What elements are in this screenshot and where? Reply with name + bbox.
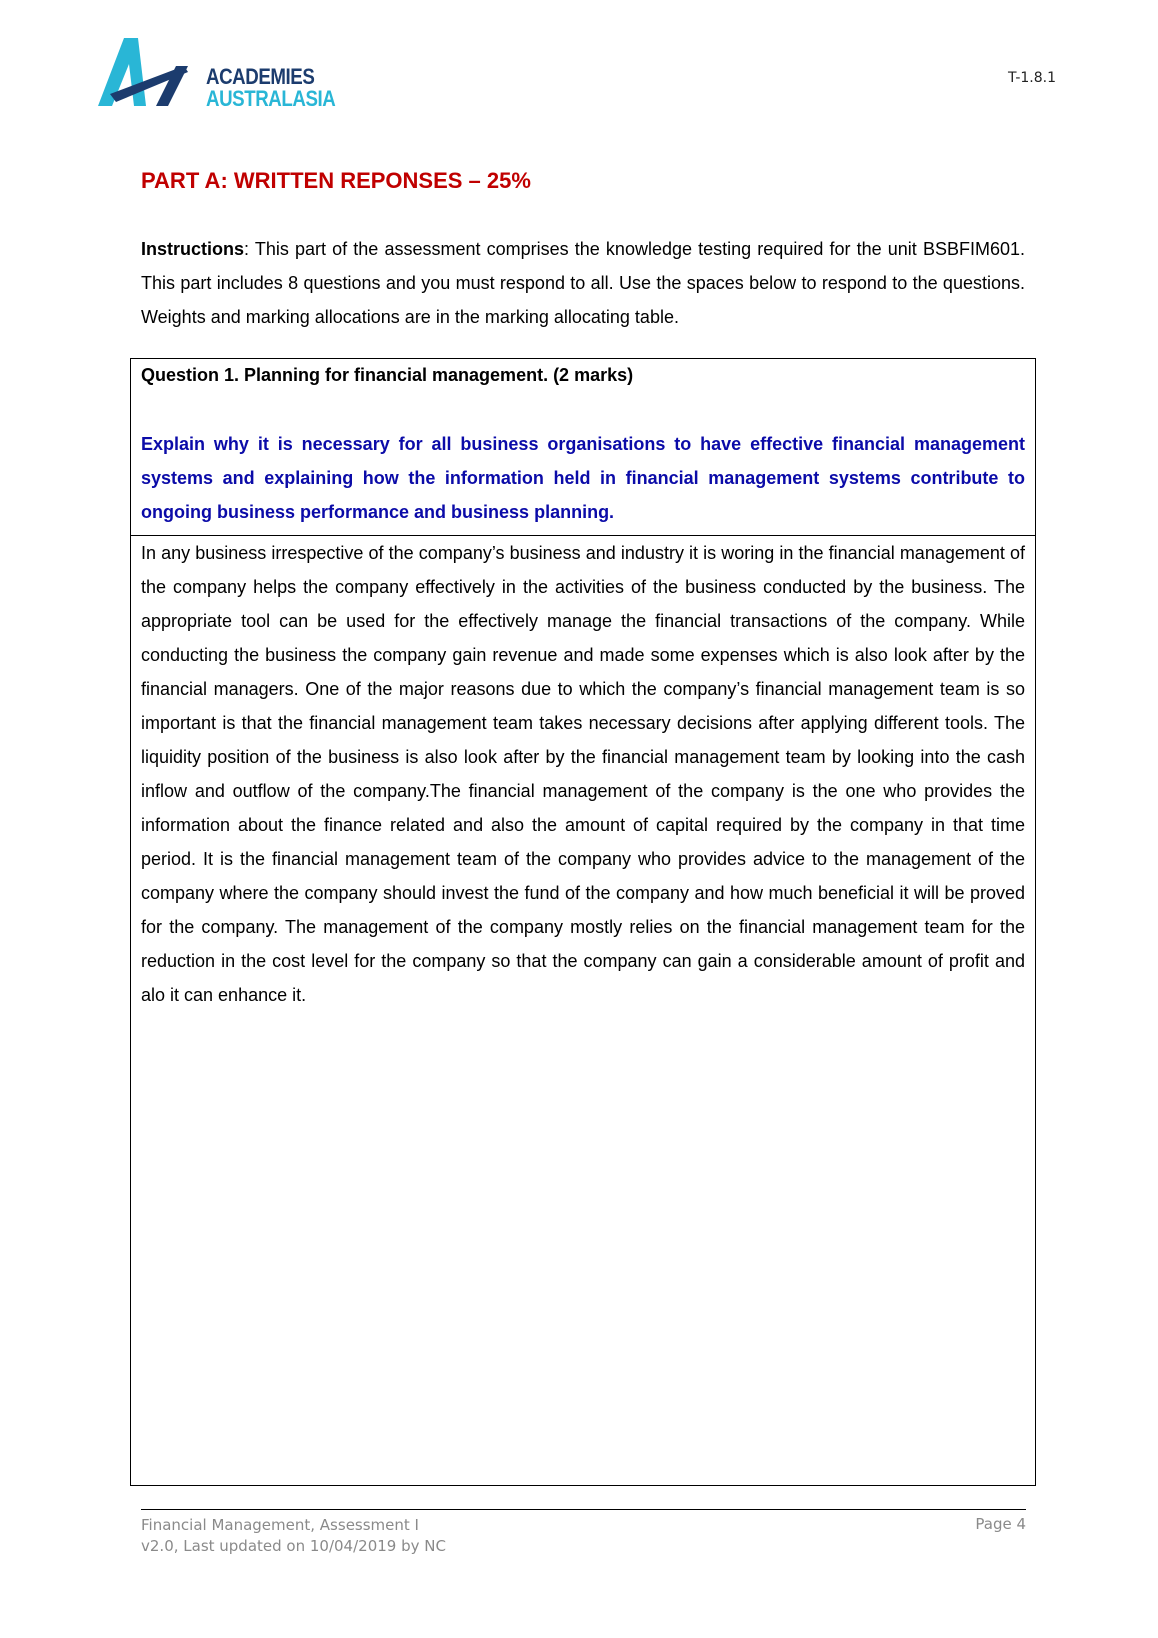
logo-wordmark — [206, 66, 358, 110]
footer-info — [141, 1515, 446, 1557]
part-title: PART A: WRITTEN REPONSES – 25% — [141, 168, 531, 193]
footer-course: Financial Management, Assessment I — [141, 1516, 419, 1534]
question-prompt: Explain why it is necessary for all business organisations to have effective financial management systems and explaining how the information held in financial management systems contribute to ongoing business performance and business planning. — [141, 434, 1025, 522]
instructions-paragraph — [141, 232, 1025, 334]
page-number: Page 4 — [975, 1515, 1026, 1533]
question-title: Question 1. Planning for financial management. (2 marks) — [141, 365, 634, 385]
question-table — [130, 358, 1036, 1486]
footer-divider — [141, 1509, 1026, 1510]
logo-line-academies: ACADEMIES — [206, 64, 315, 89]
company-logo — [96, 36, 356, 116]
footer-version: v2.0, Last updated on 10/04/2019 by NC — [141, 1537, 446, 1555]
logo-mark-icon — [96, 36, 196, 116]
instructions-label: Instructions — [141, 239, 245, 259]
logo-line-australasia: AUSTRALASIA — [206, 86, 336, 111]
question-header-cell — [131, 361, 1035, 536]
instructions-text: : This part of the assessment comprises the knowledge testing required for the unit BSBFIM601. This part includes 8 questions and you must respond to all. Use the spaces below to respond to the questions. Weights and marking allocations are in the marking allocating table. — [141, 239, 1025, 327]
answer-text: In any business irrespective of the company’s business and industry it is woring in the financial management of the company helps the company effectively in the activities of the business conducted by the business. The appropriate tool can be used for the effectively manage the financial transactions of the company. While conducting the business the company gain revenue and made some expenses which is also look after by the financial managers. One of the major reasons due to which the company’s financial management team is so important is that the financial management team takes necessary decisions after applying different tools. The liquidity position of the business is also look after by the financial management team by looking into the cash inflow and outflow of the company.The financial management of the company is the one who provides the information about the finance related and also the amount of capital required by the company in that time period. It is the financial management team of the company who provides advice to the management of the company where the company should invest the fund of the company and how much beneficial it will be proved for the company. The management of the company mostly relies on the financial management team for the reduction in the cost level for the company so that the company can gain a considerable amount of profit and alo it can enhance it. — [141, 543, 1025, 1005]
document-code: T-1.8.1 — [1008, 70, 1056, 86]
